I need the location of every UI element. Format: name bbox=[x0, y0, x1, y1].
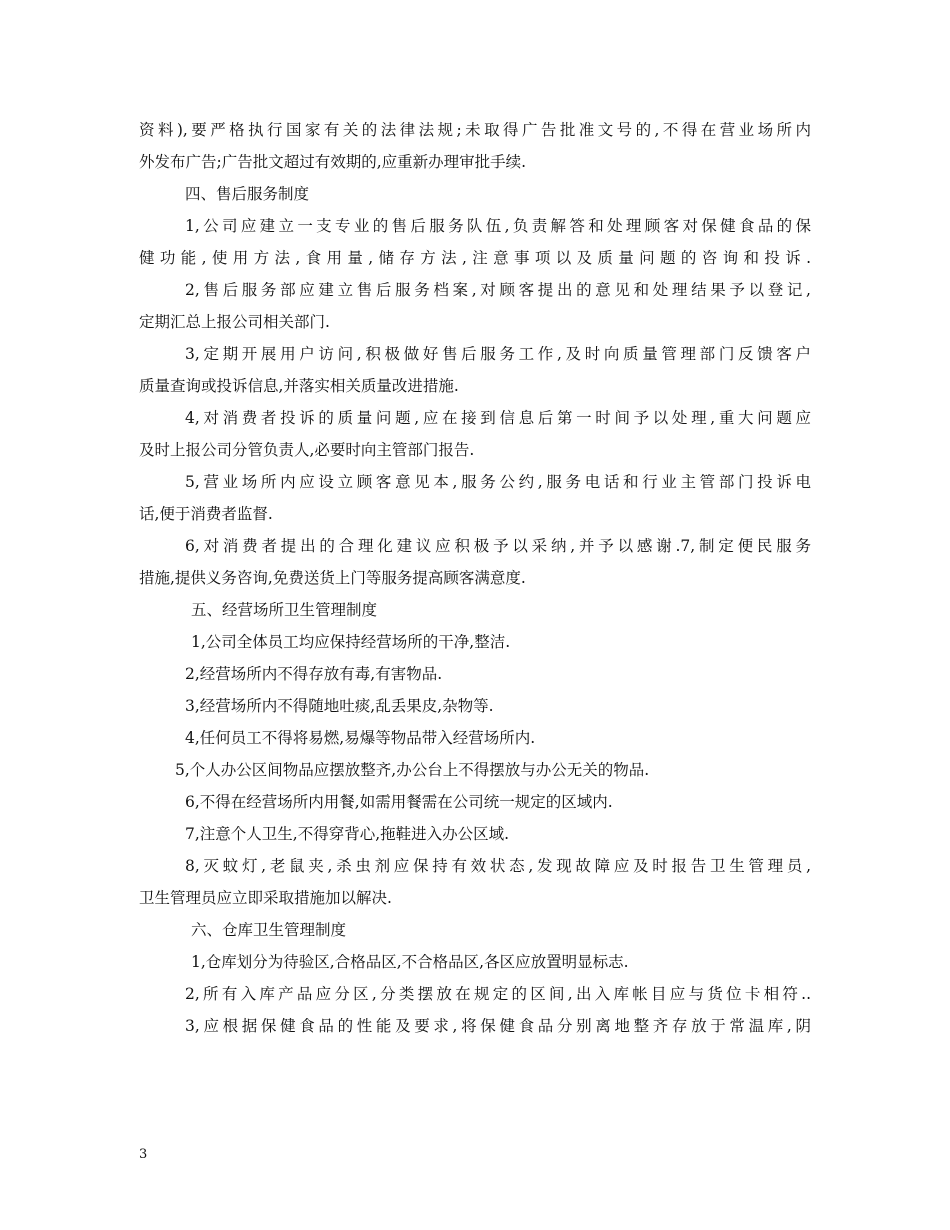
list-item: 1,公司应建立一支专业的售后服务队伍,负责解答和处理顾客对保健食品的保 bbox=[185, 217, 811, 235]
section-heading: 六、仓库卫生管理制度 bbox=[191, 921, 347, 939]
text-line: 质量查询或投诉信息,并落实相关质量改进措施. bbox=[139, 377, 459, 395]
text-line: 外发布广告;广告批文超过有效期的,应重新办理审批手续. bbox=[139, 153, 527, 171]
list-item: 2,售后服务部应建立售后服务档案,对顾客提出的意见和处理结果予以登记, bbox=[185, 281, 811, 299]
text-line: 定期汇总上报公司相关部门. bbox=[139, 313, 330, 331]
list-item: 6,不得在经营场所内用餐,如需用餐需在公司统一规定的区域内. bbox=[185, 793, 613, 811]
list-item: 1,公司全体员工均应保持经营场所的干净,整洁. bbox=[191, 633, 511, 651]
text-line: 及时上报公司分管负责人,必要时向主管部门报告. bbox=[139, 441, 475, 459]
list-item: 5,营业场所内应设立顾客意见本,服务公约,服务电话和行业主管部门投诉电 bbox=[185, 473, 811, 491]
list-item: 2,所有入库产品应分区,分类摆放在规定的区间,出入库帐目应与货位卡相符.. bbox=[185, 985, 811, 1003]
text-line: 卫生管理员应立即采取措施加以解决. bbox=[139, 889, 392, 907]
list-item: 8,灭蚊灯,老鼠夹,杀虫剂应保持有效状态,发现故障应及时报告卫生管理员, bbox=[185, 857, 811, 875]
list-item: 5,个人办公区间物品应摆放整齐,办公台上不得摆放与办公无关的物品. bbox=[175, 761, 650, 779]
list-item: 6,对消费者提出的合理化建议应积极予以采纳,并予以感谢.7,制定便民服务 bbox=[185, 537, 811, 555]
text-line: 措施,提供义务咨询,免费送货上门等服务提高顾客满意度. bbox=[139, 569, 526, 587]
list-item: 2,经营场所内不得存放有毒,有害物品. bbox=[185, 665, 443, 683]
section-heading: 四、售后服务制度 bbox=[185, 185, 310, 203]
list-item: 3,经营场所内不得随地吐痰,乱丢果皮,杂物等. bbox=[185, 697, 494, 715]
text-line: 话,便于消费者监督. bbox=[139, 505, 273, 523]
list-item: 4,任何员工不得将易燃,易爆等物品带入经营场所内. bbox=[185, 729, 536, 747]
section-heading: 五、经营场所卫生管理制度 bbox=[191, 601, 378, 619]
page-number: 3 bbox=[139, 1147, 148, 1162]
list-item: 3,应根据保健食品的性能及要求,将保健食品分别离地整齐存放于常温库,阴 bbox=[185, 1017, 811, 1035]
list-item: 7,注意个人卫生,不得穿背心,拖鞋进入办公区域. bbox=[185, 825, 510, 843]
list-item: 3,定期开展用户访问,积极做好售后服务工作,及时向质量管理部门反馈客户 bbox=[185, 345, 811, 363]
list-item: 1,仓库划分为待验区,合格品区,不合格品区,各区应放置明显标志. bbox=[191, 953, 629, 971]
text-line: 资料),要严格执行国家有关的法律法规;未取得广告批准文号的,不得在营业场所内 bbox=[139, 121, 811, 139]
text-line: 健功能,使用方法,食用量,储存方法,注意事项以及质量问题的咨询和投诉. bbox=[139, 249, 811, 267]
document-body bbox=[139, 114, 811, 1042]
list-item: 4,对消费者投诉的质量问题,应在接到信息后第一时间予以处理,重大问题应 bbox=[185, 409, 811, 427]
